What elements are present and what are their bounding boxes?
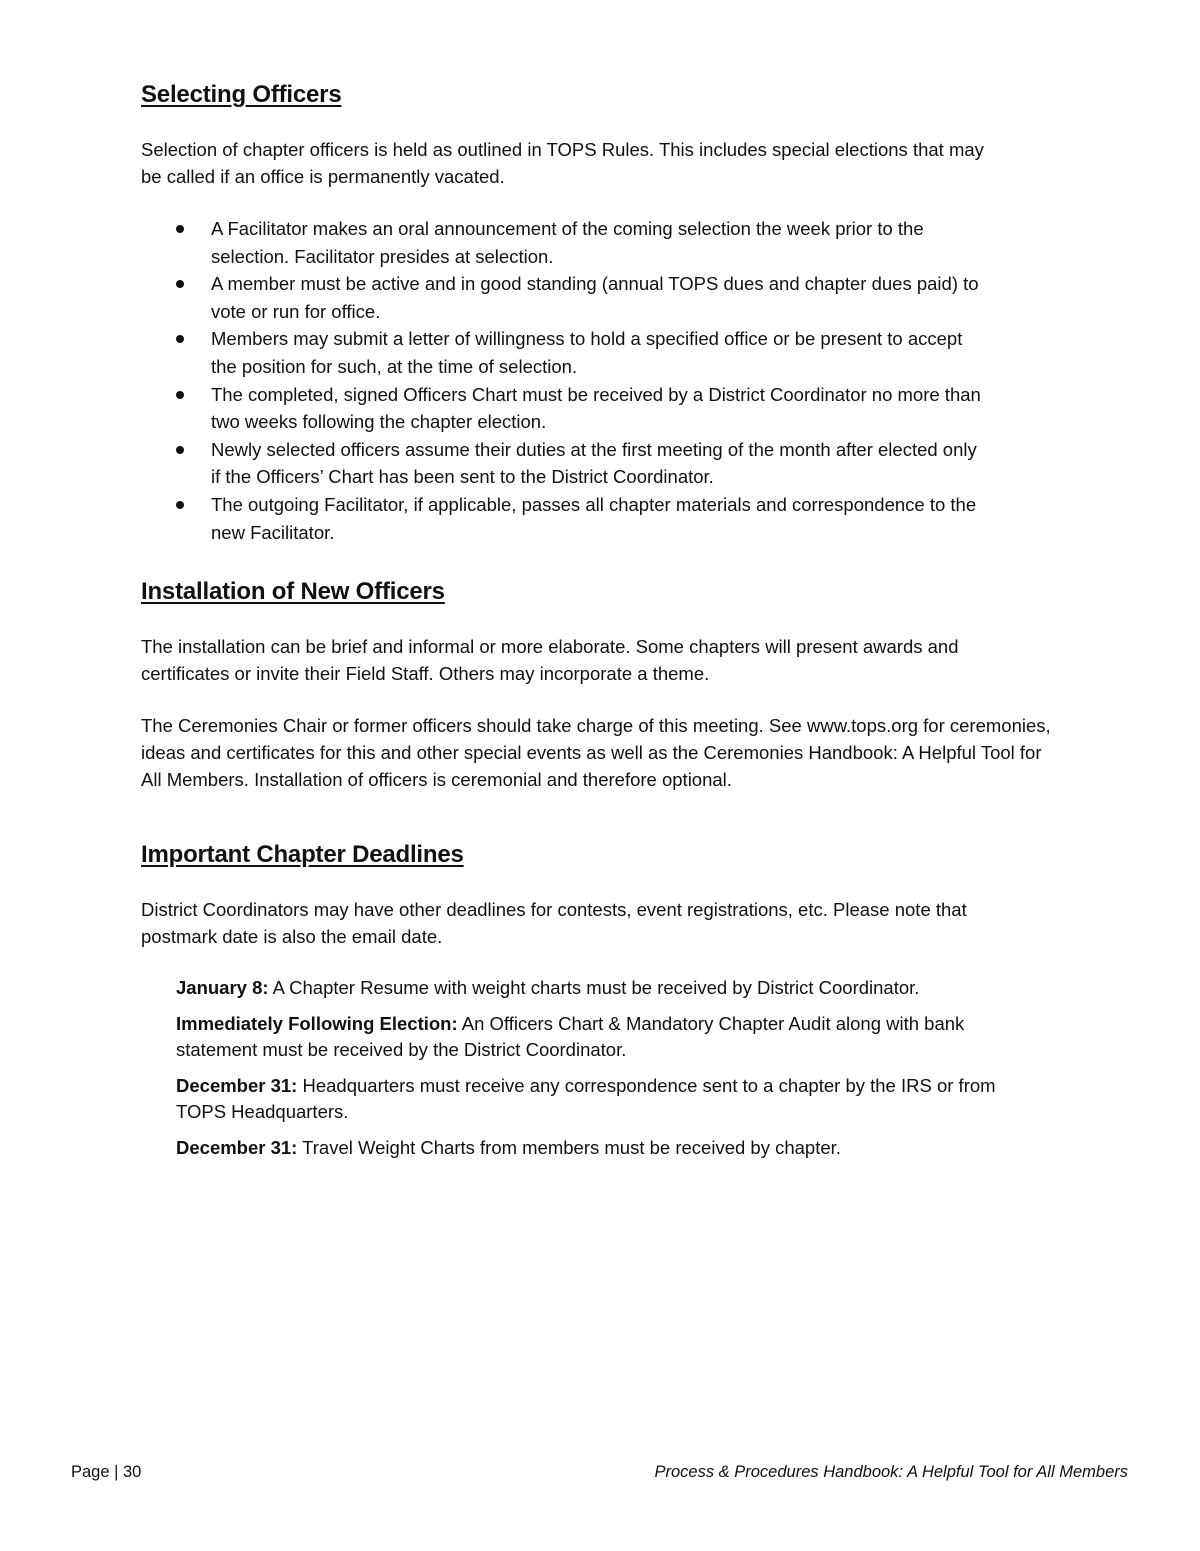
bullet-icon [176, 280, 184, 288]
installation-para-1: The installation can be brief and informal or more elaborate. Some chapters will present awards and certificates or invite their Field Staff. Others may incorporate a theme. [141, 636, 959, 684]
deadline-label: December 31: [176, 1137, 298, 1158]
list-item [141, 381, 991, 436]
list-item [141, 436, 991, 491]
heading-selecting-officers: Selecting Officers [141, 81, 342, 108]
footer-handbook-title: Process & Procedures Handbook: A Helpful Tool for All Members [654, 1463, 1128, 1481]
deadline-label: January 8: [176, 977, 269, 998]
heading-deadlines: Important Chapter Deadlines [141, 841, 464, 868]
installation-para-2: The Ceremonies Chair or former officers should take charge of this meeting. See www.tops.org for ceremonies, ideas and certificates for this and other special events as well as the Ceremonies Handbook: A Helpful Tool for All Members. Installation of officers is ceremonial and therefore optional. [141, 715, 1051, 790]
deadline-text: A Chapter Resume with weight charts must be received by District Coordinator. [272, 977, 920, 998]
list-item [141, 215, 991, 270]
bullet-text: A Facilitator makes an oral announcement of the coming selection the week prior to the selection. Facilitator presides at selection. [211, 218, 924, 267]
bullet-text: The completed, signed Officers Chart must be received by a District Coordinator no more than two weeks following the chapter election. [211, 383, 981, 433]
bullet-icon [176, 391, 184, 399]
deadline-label: Immediately Following Election: [176, 1013, 458, 1034]
heading-installation: Installation of New Officers [141, 578, 445, 605]
bullet-text: Newly selected officers assume their duties at the first meeting of the month after elected only if the Officers’ Chart has been sent to the District Coordinator. [211, 438, 977, 488]
deadline-item [176, 1011, 1026, 1063]
bullet-text: A member must be active and in good standing (annual TOPS dues and chapter dues paid) to vote or run for office. [211, 273, 979, 322]
deadline-text: Headquarters must receive any correspondence sent to a chapter by the IRS or from TOPS Headquarters. [176, 1075, 996, 1122]
selecting-intro: Selection of chapter officers is held as outlined in TOPS Rules. This includes special elections that may be called if an office is permanently vacated. [141, 139, 984, 187]
bullet-icon [176, 225, 184, 233]
bullet-icon [176, 446, 184, 454]
deadline-item [176, 1135, 1056, 1161]
bullet-icon [176, 335, 184, 343]
bullet-text: Members may submit a letter of willingness to hold a specified office or be present to accept the position for such, at the time of selection. [211, 328, 963, 377]
deadline-item [176, 975, 1056, 1001]
bullet-icon [176, 501, 184, 509]
bullet-text: The outgoing Facilitator, if applicable, passes all chapter materials and correspondence to the new Facilitator. [211, 493, 977, 543]
footer-page-number: Page | 30 [71, 1463, 142, 1481]
list-item [141, 325, 991, 380]
list-item [141, 491, 991, 546]
deadline-text: Travel Weight Charts from members must be received by chapter. [302, 1137, 841, 1158]
deadline-text: An Officers Chart & Mandatory Chapter Audit along with bank statement must be received by the District Coordinator. [176, 1013, 965, 1060]
deadline-item [176, 1073, 1006, 1125]
deadline-label: December 31: [176, 1075, 298, 1096]
selecting-bullet-list [141, 215, 991, 546]
deadlines-intro: District Coordinators may have other deadlines for contests, event registrations, etc. Please note that postmark date is also the email date. [141, 899, 967, 947]
list-item [141, 270, 991, 325]
